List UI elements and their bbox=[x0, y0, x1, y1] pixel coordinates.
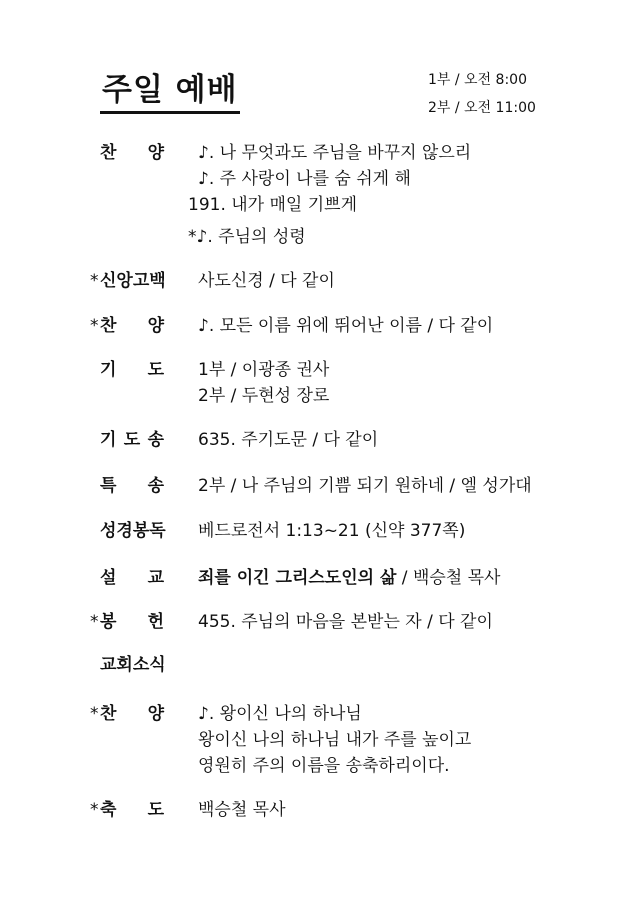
service-time-2: 2부 / 오전 11:00 bbox=[428, 100, 536, 116]
service-time-1: 1부 / 오전 8:00 bbox=[428, 72, 527, 88]
page-title: 주일 예배 bbox=[100, 70, 240, 114]
sermon-title: 죄를 이긴 그리스도인의 삶 bbox=[198, 568, 397, 588]
order-label: 찬 양 bbox=[100, 143, 164, 163]
order-label: * 신앙고백 bbox=[90, 271, 166, 291]
service-times bbox=[428, 66, 536, 122]
order-content: ♪. 나 무엇과도 주님을 바꾸지 않으리 ♪. 주 사랑이 나를 숨 쉬게 해 191. 내가 매일 기쁘게 *♪. 주님의 성령 bbox=[188, 143, 472, 247]
preacher: / 백승철 목사 bbox=[396, 568, 501, 588]
